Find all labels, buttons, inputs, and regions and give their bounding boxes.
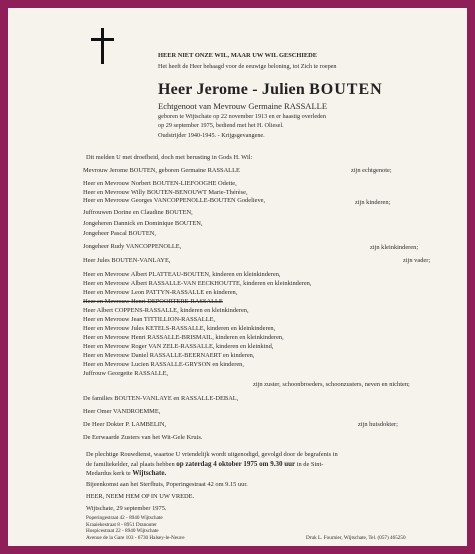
family-row: Jongeheer Rudy VANCOPPENOLLE, [83, 243, 182, 250]
family-row: Juffrouw Georgette RASSALLE, [83, 370, 169, 377]
died-line: op 29 september 1975, bediend met het H. Oliesel. [158, 122, 284, 129]
family-row: Heer Jules BOUTEN-VANLAYE, [83, 257, 171, 264]
other-row: De families BOUTEN-VANLAYE en RASSALLE-DEBAL, [83, 395, 239, 402]
family-relation: zijn kleinkinderen; [370, 244, 419, 251]
family-relation: zijn kinderen; [355, 199, 391, 206]
prayer-line: HEER, NEEM HEM OP IN UW VREDE. [86, 493, 195, 500]
printer-credit: Druk L. Fournier, Wijtschate, Tel. (057) 465250 [306, 534, 406, 541]
family-row: Jongeheren Dannick en Dominique BOUTEN, [83, 220, 203, 227]
other-row: Heer Omer VANDROEMME, [83, 408, 161, 415]
address-line: Kraaiekestraat 8 - 8951 Dranouter [86, 521, 157, 528]
deceased-name [158, 81, 383, 99]
family-relation: zijn vader; [403, 257, 431, 264]
service-line-1: De plechtige Rouwdienst, waartoe U vriendelijk wordt uitgenodigd, gevolgd door de begrafenis in [86, 451, 338, 458]
family-row: Heer Albert COPPENS-RASSALLE, kinderen en kleinkinderen, [83, 307, 249, 314]
service-line-2: de familiekelder, zal plaats hebben op zaterdag 4 oktober 1975 om 9.30 uur in de Sint- [86, 460, 324, 468]
family-row: Heer en Mevrouw Leon PATTYN-RASSALLE en kinderen, [83, 289, 238, 296]
family-row: Heer en Mevrouw Henri RASSALLE-BRISMAIL, kinderen en kleinkinderen, [83, 334, 284, 341]
address-line: Hospicestraat 22 - 8940 Wijtschate [86, 528, 159, 534]
other-row: De Eerwaarde Zusters van het Wit-Gele Kruis. [83, 434, 203, 441]
deceased-first-name: Heer Jerome - Julien [158, 81, 305, 98]
family-row-struck: Heer en Mevrouw Henri DEPOORTERE-RASSALLE [83, 298, 223, 305]
family-row: Jongeheer Pascal BOUTEN, [83, 230, 156, 237]
family-row: Heer en Mevrouw Albert PLATTEAU-BOUTEN, kinderen en kleinkinderen, [83, 271, 281, 278]
family-row: Heer en Mevrouw Albert RASSALLE-VAN EECKHOUTTE, kinderen en kleinkinderen, [83, 280, 312, 287]
family-row: Heer en Mevrouw Jean TITTILLION-RASSALLE, [83, 316, 216, 323]
family-row: Heer en Mevrouw Daniel RASSALLE-BEERNAERT en kinderen, [83, 352, 255, 359]
gathering-line: Bijeenkomst aan het Sterfhuis, Poperingestraat 42 om 9.15 uur. [86, 481, 248, 488]
born-line: geboren te Wijtschate op 22 november 1913 en er haastig overleden [158, 113, 327, 120]
siblings-note: zijn zuster, schoonbroeders, schoonzusters, neven en nichten; [253, 381, 410, 388]
family-row: Heer en Mevrouw Roger VAN ZELE-RASSALLE, kinderen en kleinkind, [83, 343, 274, 350]
header-announcement: Het heeft de Heer behaagd voor de eeuwige beloning, tot Zich te roepen [158, 63, 337, 70]
header-verse: HEER NIET ONZE WIL, MAAR UW WIL GESCHIEDE [158, 52, 317, 59]
service-datetime: op zaterdag 4 oktober 1975 om 9.30 uur [176, 460, 296, 468]
family-relation: zijn echtgenote; [351, 167, 392, 174]
family-row: Heer en Mevrouw Norbert BOUTEN-LIEFOOGHE Odette, [83, 180, 237, 187]
service-line-3: Medardus kerk te Wijtschate. [86, 469, 167, 477]
latin-cross-icon [91, 28, 115, 64]
deceased-spouse: Echtgenoot van Mevrouw Germaine RASSALLE [158, 101, 328, 111]
obituary-card [8, 8, 467, 546]
family-row: Mevrouw Jerome BOUTEN, geboren Germaine RASSALLE [83, 167, 240, 174]
other-relation: zijn huisdokter; [358, 421, 398, 428]
address-line: Avenue de la Gare 103 - 6730 Halsey-le-Neuve [86, 534, 185, 541]
place-date-line: Wijtschate, 29 september 1975. [86, 505, 167, 512]
family-row: Heer en Mevrouw Willy BOUTEN-BENOUWT Marie-Thérèse, [83, 188, 248, 196]
address-line: Poperingestraat 42 - 8940 Wijtschate [86, 515, 163, 521]
family-row: Heer en Mevrouw Georges VANCOPPENOLLE-BOUTEN Godelieve, [83, 197, 266, 204]
other-row: De Heer Dokter P. LAMBELIN, [83, 421, 167, 428]
veteran-line: Oudstrijder 1940-1945. - Krijgsgevangene. [158, 132, 265, 139]
family-row: Heer en Mevrouw Lucien RASSALLE-GRYSON en kinderen, [83, 361, 244, 368]
service-place: Wijtschate. [132, 469, 167, 477]
deceased-surname: BOUTEN [309, 81, 383, 98]
family-row: Juffrouwen Dorine en Claudine BOUTEN, [83, 209, 193, 216]
family-row: Heer en Mevrouw Jules KETELS-RASSALLE, kinderen en kleinkinderen, [83, 325, 276, 332]
intro-line: Dit melden U met droefheid, doch met berusting in Gods H. Wil: [86, 154, 253, 161]
